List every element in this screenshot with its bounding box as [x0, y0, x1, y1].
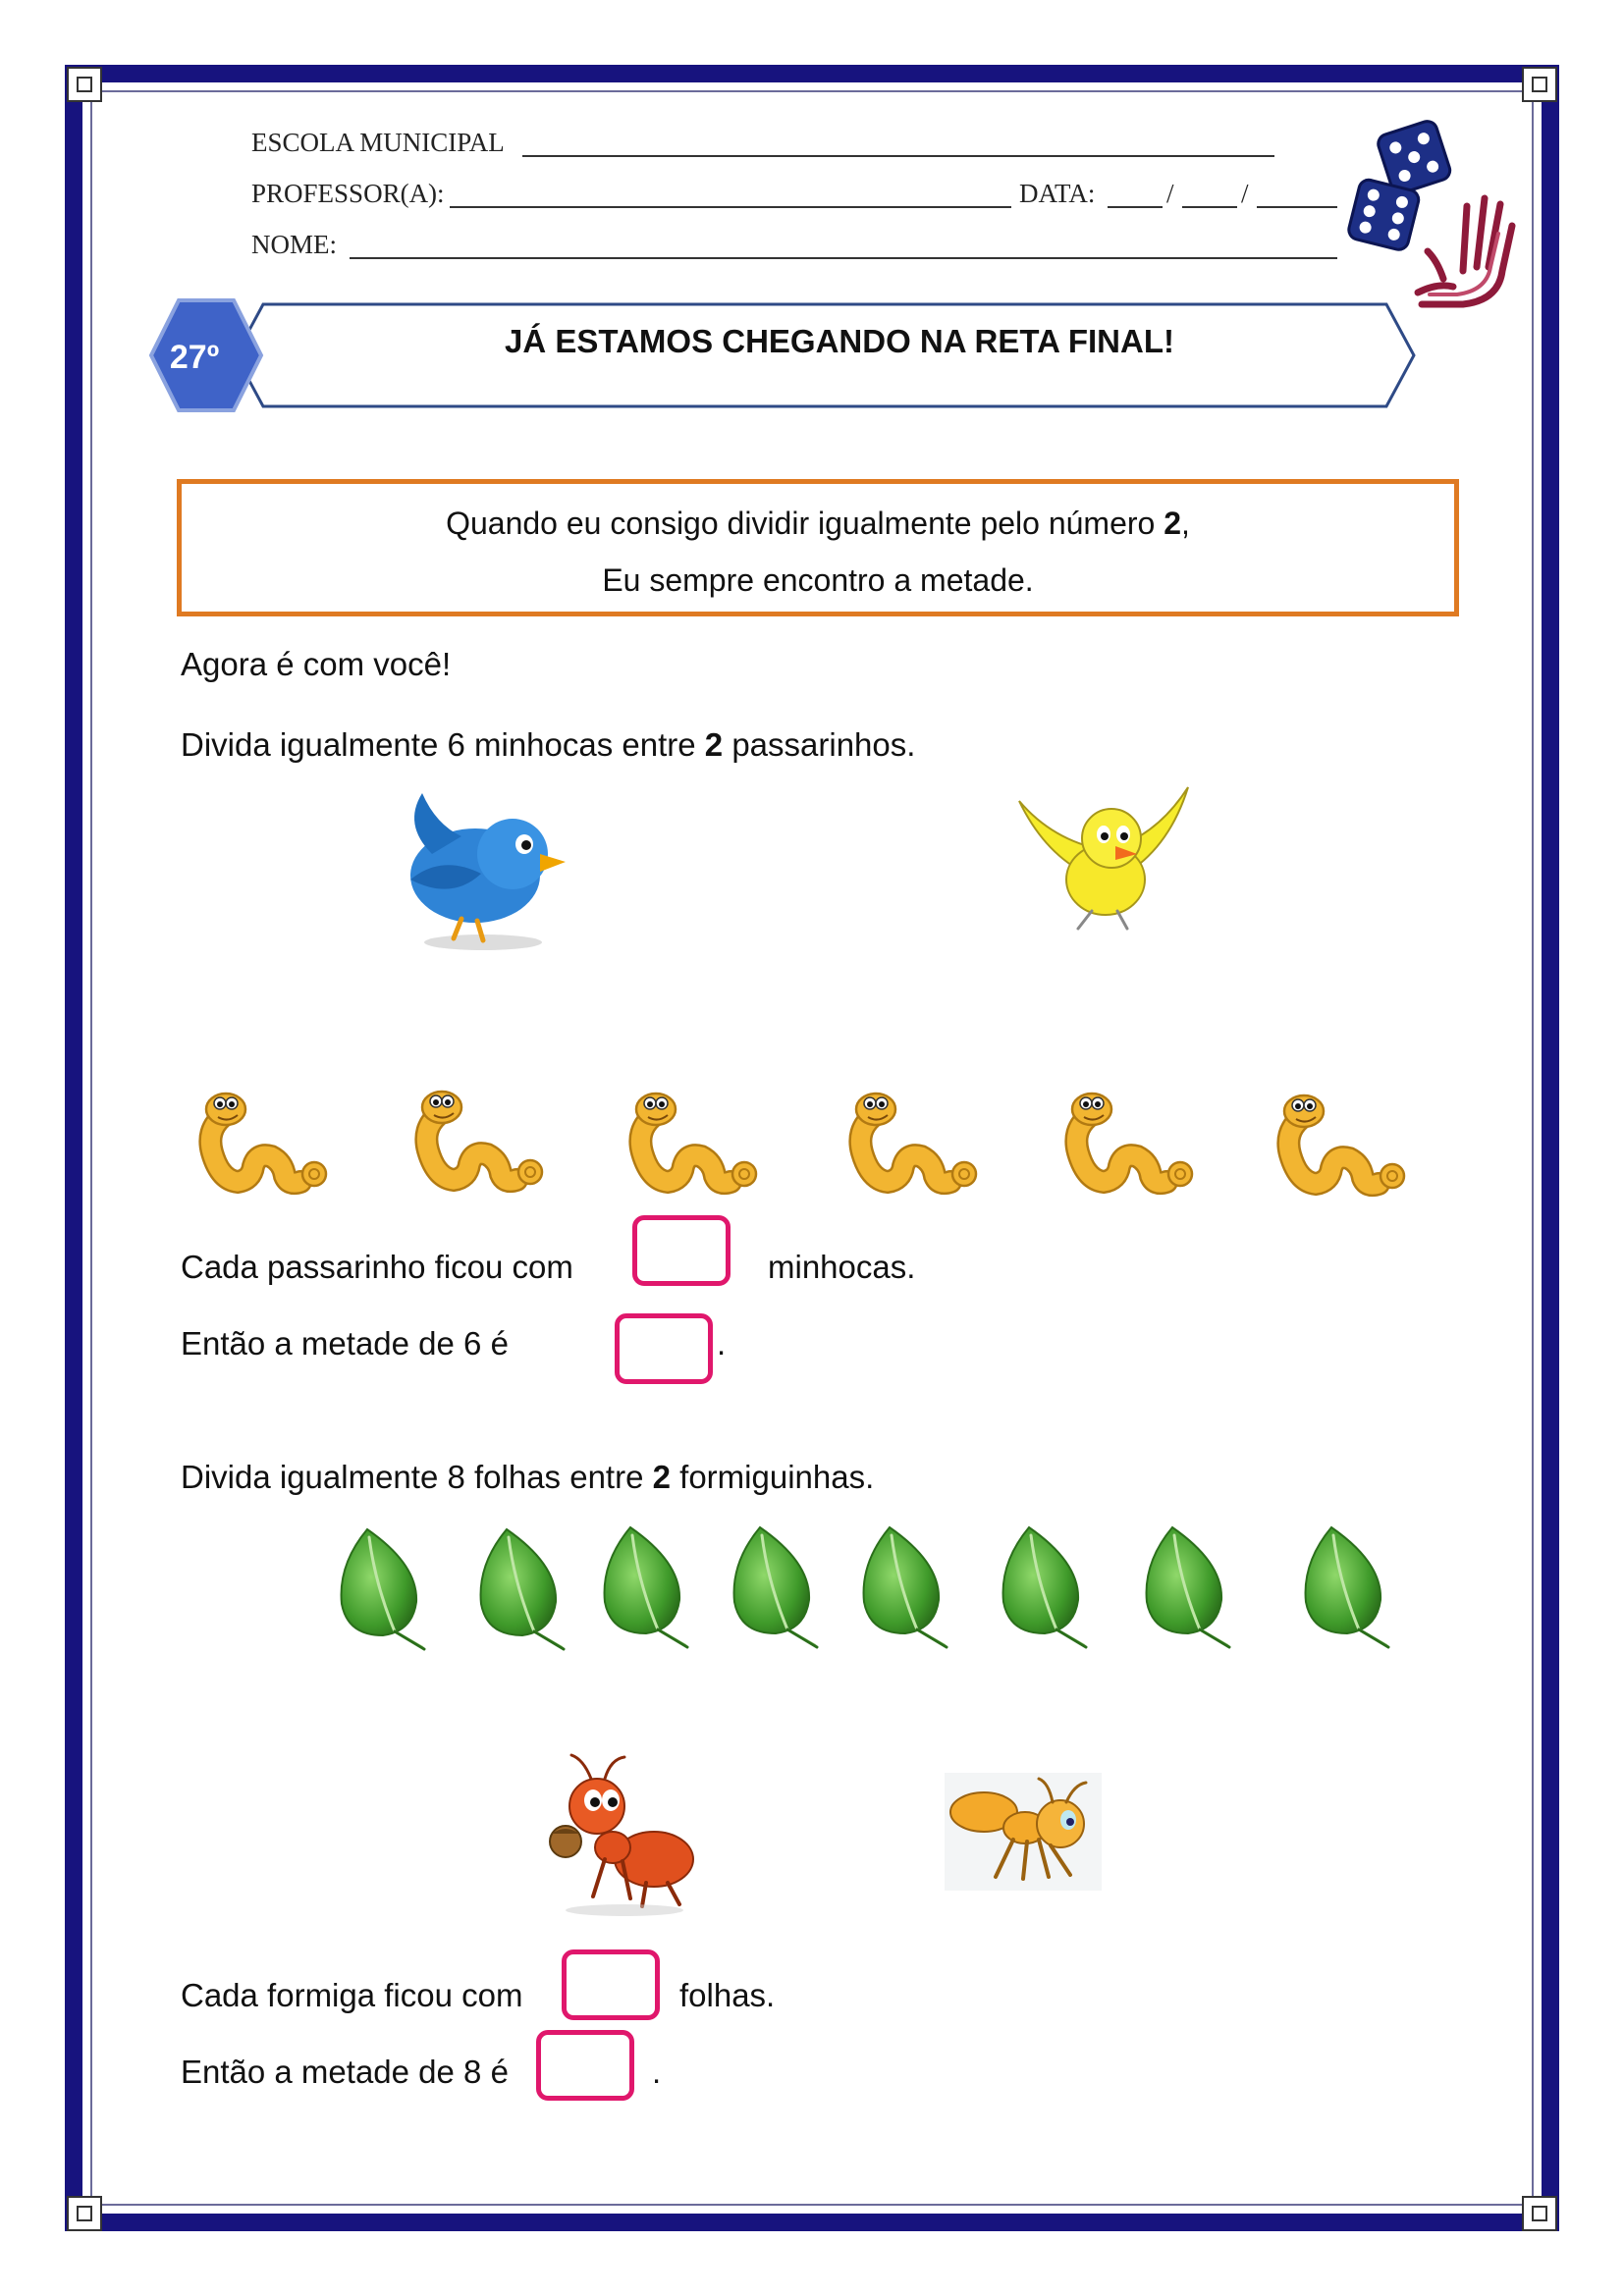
- leaf-icon: [1003, 1527, 1086, 1647]
- date-month-line[interactable]: [1182, 206, 1237, 208]
- yellow-bird-icon: [1013, 781, 1194, 938]
- exercise2-answer1-text: Cada formiga ficou com: [181, 1977, 523, 2013]
- school-label: ESCOLA MUNICIPAL: [251, 128, 505, 157]
- lesson-title: JÁ ESTAMOS CHEGANDO NA RETA FINAL!: [505, 323, 1174, 359]
- rule-box: [177, 479, 1459, 616]
- rule-line-1: Quando eu consigo dividir igualmente pelo número 2,: [446, 506, 1190, 541]
- corner-ornament: [67, 2196, 102, 2231]
- teacher-label: PROFESSOR(A):: [251, 179, 445, 208]
- sign-language-hands-icon: [1404, 177, 1522, 314]
- corner-ornament: [1522, 67, 1557, 102]
- exercise2-prompt: Divida igualmente 8 folhas entre 2 formiguinhas.: [181, 1459, 875, 1495]
- worm-icon: [636, 1094, 756, 1186]
- exercise1-answer1-text: Cada passarinho ficou com: [181, 1249, 573, 1285]
- date-day-line[interactable]: [1108, 206, 1163, 208]
- teacher-line[interactable]: [450, 206, 1011, 208]
- date-separator: /: [1166, 179, 1174, 208]
- worm-icon: [1284, 1095, 1404, 1188]
- worm-icon: [856, 1094, 976, 1186]
- name-line[interactable]: [350, 257, 1337, 259]
- exercise1-answer2-end: .: [717, 1325, 727, 1362]
- worm-icon: [1072, 1094, 1192, 1186]
- lesson-number-badge: 27º: [169, 339, 220, 376]
- answer-box-half-of-6[interactable]: [615, 1313, 713, 1384]
- leaf-icon: [1306, 1527, 1388, 1647]
- rule-line-2: Eu sempre encontro a metade.: [602, 562, 1034, 598]
- exercise2-answer2-end: .: [652, 2054, 662, 2090]
- leaf-icon: [342, 1529, 424, 1649]
- name-label: NOME:: [251, 230, 337, 259]
- exercise1-answer2-text: Então a metade de 6 é: [181, 1325, 509, 1362]
- leaf-icon: [1147, 1527, 1229, 1647]
- corner-ornament: [67, 67, 102, 102]
- red-ant-icon: [536, 1749, 703, 1916]
- worms-row: [192, 1080, 1449, 1198]
- leaves-row: [324, 1523, 1404, 1651]
- answer-box-leaves-each[interactable]: [562, 1949, 660, 2020]
- date-label: DATA:: [1019, 179, 1096, 208]
- leaf-icon: [734, 1527, 817, 1647]
- date-separator: /: [1241, 179, 1249, 208]
- intro-text: Agora é com você!: [181, 646, 452, 682]
- answer-box-worms-each[interactable]: [632, 1215, 731, 1286]
- date-year-line[interactable]: [1257, 206, 1337, 208]
- leaf-icon: [605, 1527, 687, 1647]
- leaf-icon: [864, 1527, 947, 1647]
- corner-ornament: [1522, 2196, 1557, 2231]
- leaf-icon: [481, 1529, 564, 1649]
- exercise2-answer2-text: Então a metade de 8 é: [181, 2054, 509, 2090]
- exercise2-answer1-unit: folhas.: [679, 1977, 776, 2013]
- yellow-ant-icon: [945, 1773, 1102, 1891]
- school-line[interactable]: [522, 155, 1274, 157]
- worm-icon: [206, 1094, 326, 1186]
- worm-icon: [422, 1092, 542, 1184]
- answer-box-half-of-8[interactable]: [536, 2030, 634, 2101]
- exercise1-answer1-unit: minhocas.: [768, 1249, 916, 1285]
- exercise1-prompt: Divida igualmente 6 minhocas entre 2 passarinhos.: [181, 726, 916, 763]
- blue-bird-icon: [393, 785, 569, 952]
